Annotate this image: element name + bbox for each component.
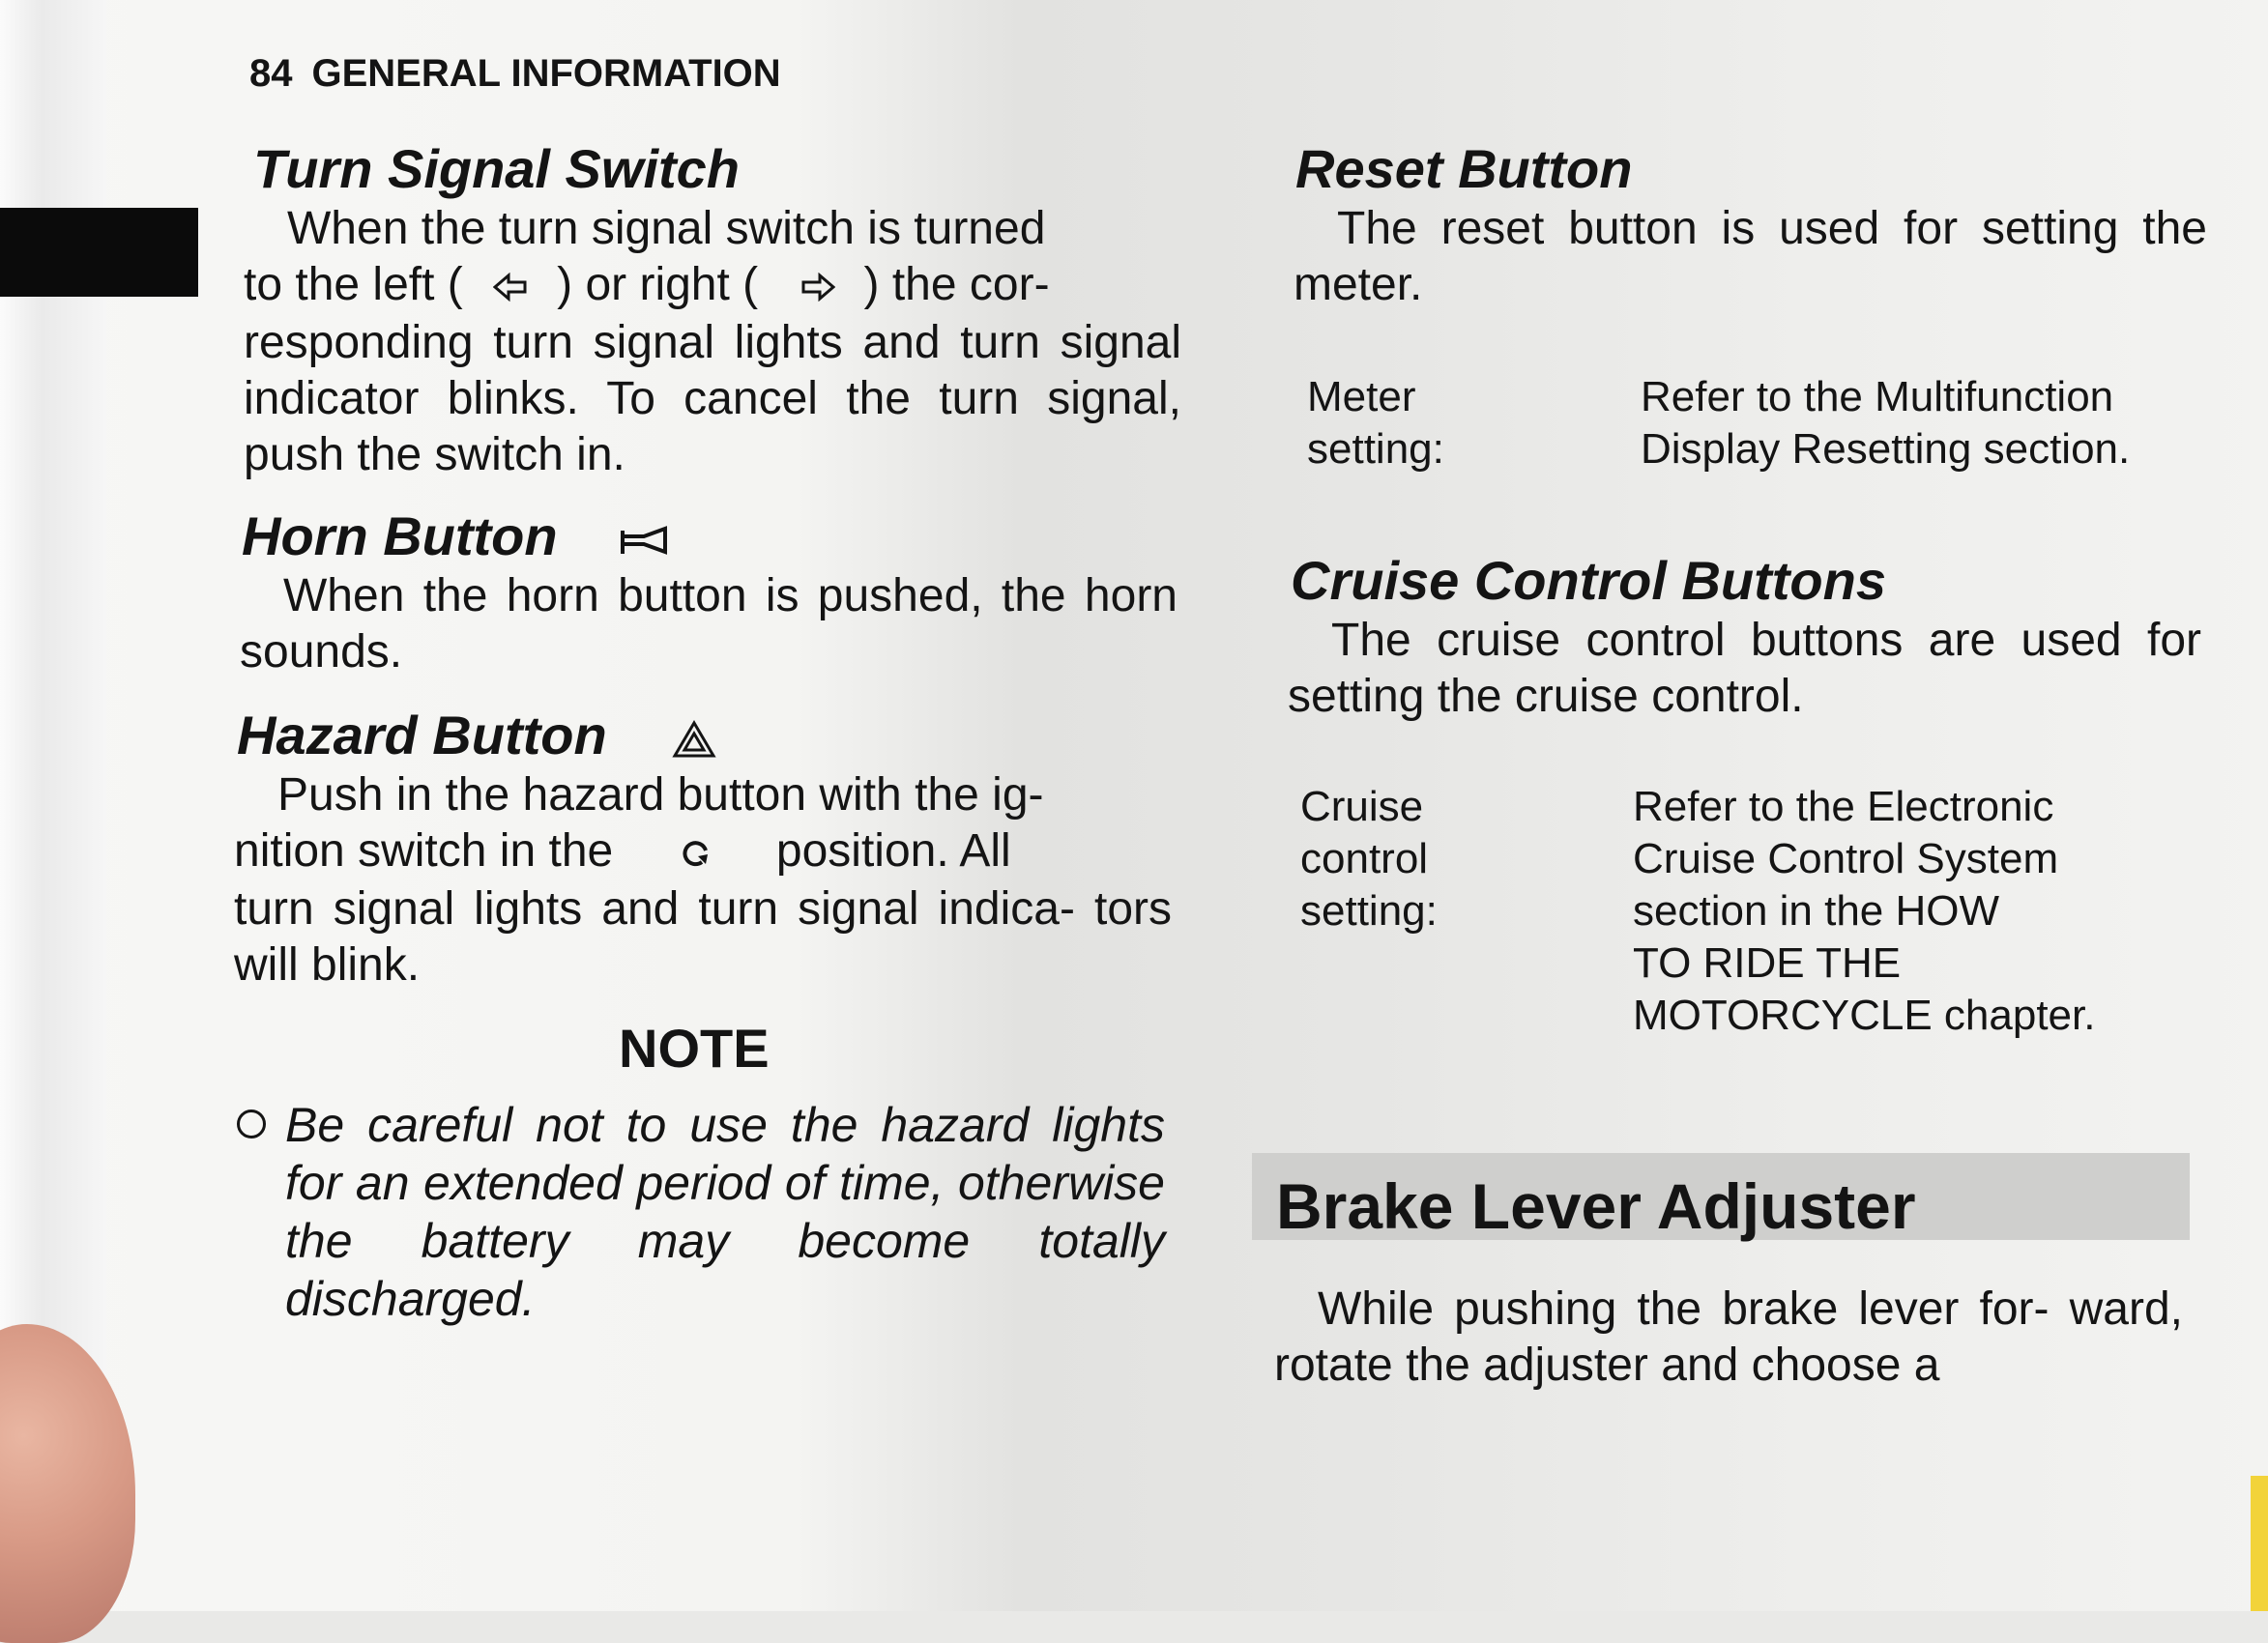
- hazard-rest: turn signal lights and turn signal indica- tors will blink.: [234, 883, 1172, 992]
- horn-heading: [242, 504, 673, 572]
- hazard-line1: Push in the hazard button with the ig-: [277, 769, 1044, 821]
- note-bullet-icon: [237, 1110, 266, 1139]
- yellow-page-edge: [2251, 1476, 2268, 1611]
- note-body: [237, 1096, 1165, 1328]
- hazard-line2-text: nition switch in the: [234, 825, 614, 877]
- turn-signal-heading: Turn Signal Switch: [253, 138, 741, 199]
- holding-thumb: [0, 1324, 135, 1643]
- turn-signal-rest: responding turn signal lights and turn signal indicator blinks. To cancel the turn signal, push the switch in.: [244, 317, 1181, 481]
- horn-paragraph: [240, 568, 1178, 680]
- left-arrow-icon: [493, 259, 528, 315]
- reset-paragraph: [1294, 201, 2207, 313]
- ignition-on-icon: [679, 825, 712, 881]
- hazard-heading: [237, 704, 716, 771]
- horn-text: When the horn button is pushed, the horn sounds.: [240, 570, 1178, 677]
- cruise-row-value: Refer to the Electronic Cruise Control System section in the HOW TO RIDE THE MOTORCYCLE chapter.: [1633, 783, 2096, 1039]
- reset-row-value: Refer to the Multifunction Display Resetting section.: [1641, 373, 2131, 473]
- cruise-row-label: Cruise control setting:: [1300, 783, 1438, 935]
- cruise-heading: Cruise Control Buttons: [1291, 550, 1886, 611]
- page-number: 84: [249, 52, 293, 95]
- turn-signal-left-text: to the left (: [244, 259, 463, 310]
- turn-signal-line1: When the turn signal switch is turned: [287, 203, 1046, 254]
- brake-paragraph: [1274, 1282, 2183, 1394]
- section-tab-marker: [0, 208, 198, 297]
- reset-row-label: Meter setting:: [1307, 373, 1444, 473]
- horn-heading-text: Horn Button: [242, 505, 558, 566]
- reset-heading: Reset Button: [1295, 138, 1633, 199]
- hazard-line2: [234, 823, 1172, 881]
- hazard-triangle-icon: [672, 708, 716, 771]
- cruise-paragraph: [1288, 613, 2201, 725]
- hazard-position-text: position. All: [775, 825, 1011, 877]
- page-header: [249, 52, 781, 96]
- turn-signal-line2: [244, 257, 1181, 315]
- reset-text: The reset button is used for setting the meter.: [1294, 203, 2207, 310]
- brake-section-title: Brake Lever Adjuster: [1276, 1170, 1916, 1242]
- brake-text: While pushing the brake lever for- ward, rotate the adjuster and choose a: [1274, 1283, 2183, 1391]
- horn-icon: [619, 509, 673, 572]
- turn-signal-paragraph: [244, 201, 1181, 483]
- hazard-paragraph: [234, 767, 1172, 994]
- turn-signal-cor-text: ) the cor-: [863, 259, 1050, 310]
- turn-signal-right-text: ) or right (: [557, 259, 759, 310]
- cruise-text: The cruise control buttons are used for setting the cruise control.: [1288, 615, 2201, 722]
- running-title: GENERAL INFORMATION: [311, 52, 781, 95]
- right-arrow-icon: [800, 259, 835, 315]
- note-text: Be careful not to use the hazard lights for an extended period of time, otherwise the battery may become totally discharged.: [285, 1098, 1165, 1326]
- note-heading: NOTE: [619, 1018, 770, 1079]
- hazard-heading-text: Hazard Button: [237, 705, 607, 765]
